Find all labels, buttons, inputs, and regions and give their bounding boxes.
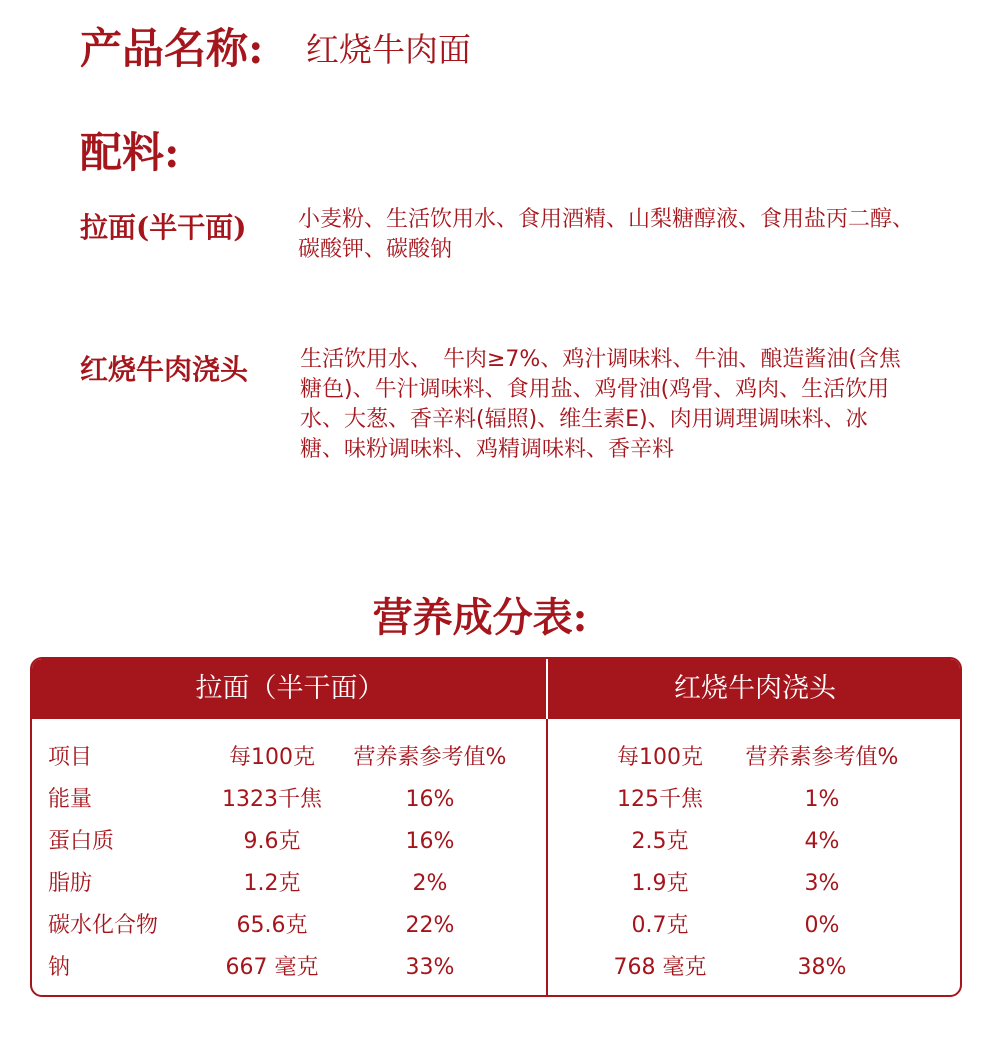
sauce-section-label: 红烧牛肉浇头 xyxy=(80,353,249,386)
row-per100-sauce: 2.5克 xyxy=(631,829,689,854)
row-per100-noodle: 1323千焦 xyxy=(222,787,322,812)
noodle-ingredients-text: 小麦粉、生活饮用水、食用酒精、山梨糖醇液、食用盐丙二醇、碳酸钾、碳酸钠 xyxy=(298,207,915,262)
nutrition-table-header xyxy=(32,659,960,719)
row-per100-noodle: 65.6克 xyxy=(236,913,308,938)
header-divider xyxy=(546,659,548,719)
row-nrv-noodle: 16% xyxy=(405,787,455,812)
col-item: 项目 xyxy=(48,745,93,770)
row-nrv-noodle: 2% xyxy=(412,871,448,896)
table-row xyxy=(32,779,960,821)
row-nrv-noodle: 22% xyxy=(405,913,455,938)
row-item: 能量 xyxy=(48,787,93,812)
row-per100-noodle: 667 毫克 xyxy=(225,955,319,980)
row-nrv-sauce: 38% xyxy=(797,955,847,980)
row-item: 钠 xyxy=(48,955,71,980)
sauce-ingredients-text: 生活饮用水、 牛肉≥7%、鸡汁调味料、牛油、酿造酱油(含焦糖色)、牛汁调味料、食用盐、鸡骨油(鸡骨、鸡肉、生活饮用水、大葱、香辛料(辐照)、维生素E)、肉用调理调味料、冰糖、味粉调味料、鸡精调味料、香辛料 xyxy=(300,347,901,462)
row-per100-sauce: 125千焦 xyxy=(617,787,703,812)
col-per100-sauce: 每100克 xyxy=(617,745,703,770)
nutrition-rows xyxy=(32,737,960,989)
row-nrv-noodle: 16% xyxy=(405,829,455,854)
header-noodle: 拉面（半干面） xyxy=(195,673,385,704)
row-item: 碳水化合物 xyxy=(48,913,159,938)
product-name-label: 产品名称: xyxy=(80,24,264,73)
noodle-section-label: 拉面(半干面) xyxy=(80,211,247,244)
col-nrv-noodle: 营养素参考值% xyxy=(353,745,507,770)
row-per100-noodle: 9.6克 xyxy=(243,829,301,854)
ingredients-label: 配料: xyxy=(80,128,180,177)
table-row xyxy=(32,905,960,947)
table-row xyxy=(32,821,960,863)
row-nrv-sauce: 0% xyxy=(804,913,840,938)
row-per100-sauce: 1.9克 xyxy=(631,871,689,896)
nutrition-table-title: 营养成分表: xyxy=(372,594,588,641)
col-per100-noodle: 每100克 xyxy=(229,745,315,770)
table-row xyxy=(32,863,960,905)
row-item: 脂肪 xyxy=(48,871,93,896)
header-sauce: 红烧牛肉浇头 xyxy=(674,673,836,704)
row-nrv-sauce: 1% xyxy=(804,787,840,812)
row-nrv-noodle: 33% xyxy=(405,955,455,980)
column-header-row xyxy=(32,737,960,779)
row-per100-sauce: 0.7克 xyxy=(631,913,689,938)
row-per100-noodle: 1.2克 xyxy=(243,871,301,896)
row-nrv-sauce: 3% xyxy=(804,871,840,896)
row-nrv-sauce: 4% xyxy=(804,829,840,854)
product-name-value: 红烧牛肉面 xyxy=(306,30,471,69)
nutrition-table xyxy=(30,657,962,997)
row-item: 蛋白质 xyxy=(48,829,115,854)
table-row xyxy=(32,947,960,989)
row-per100-sauce: 768 毫克 xyxy=(613,955,707,980)
col-nrv-sauce: 营养素参考值% xyxy=(745,745,899,770)
